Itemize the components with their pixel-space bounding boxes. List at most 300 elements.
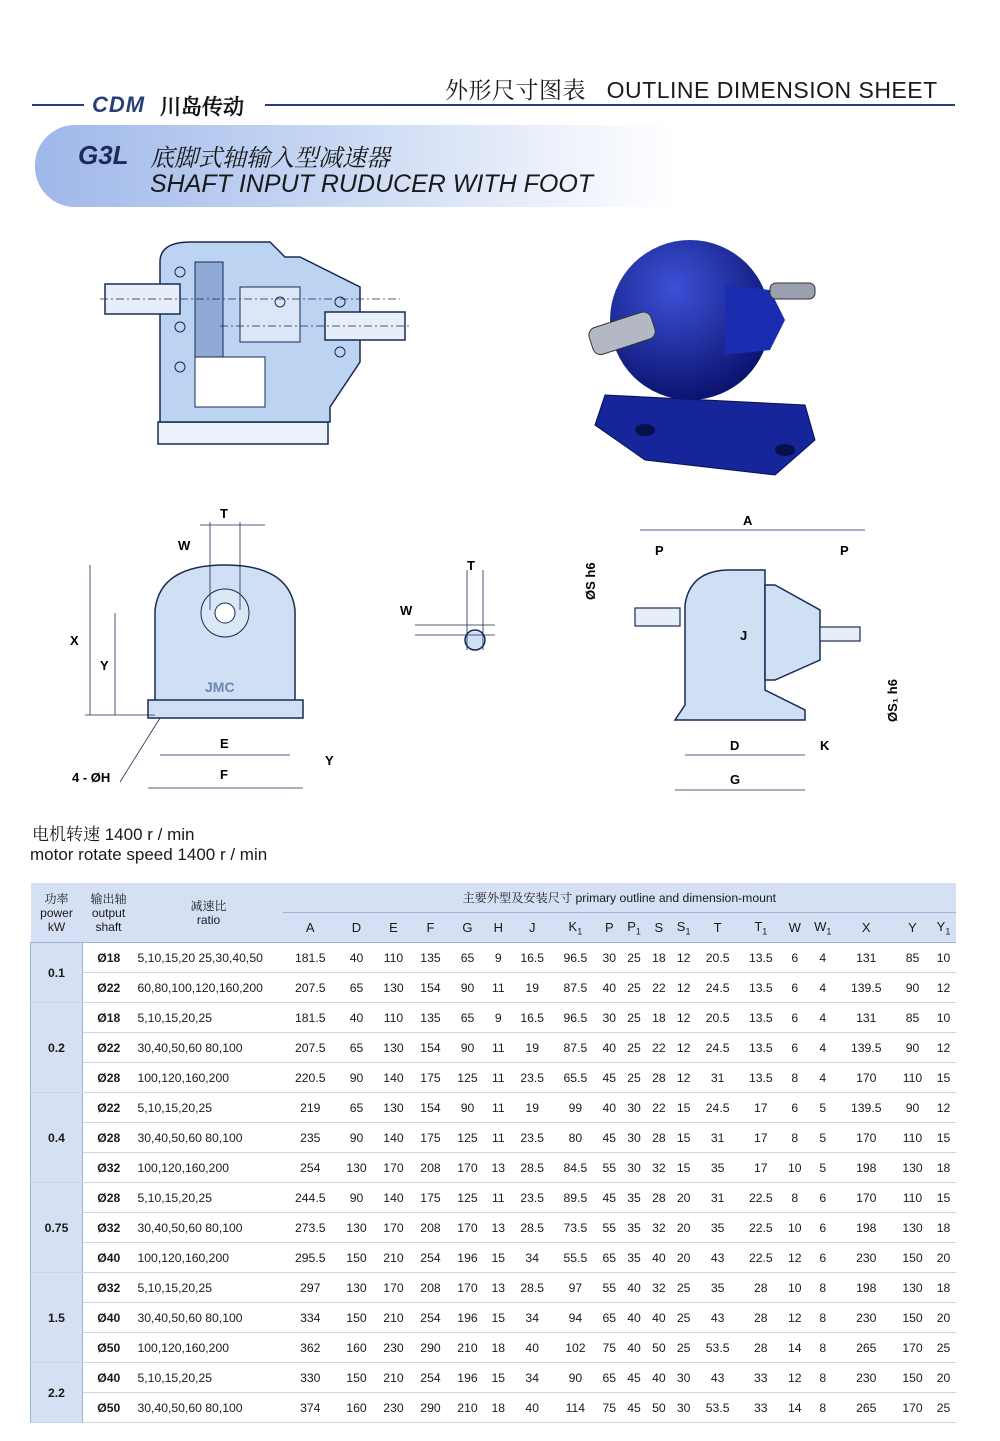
product-name-en: SHAFT INPUT RUDUCER WITH FOOT (150, 170, 594, 198)
dimension-cell: 254 (283, 1153, 338, 1183)
label-Y: Y (100, 658, 109, 673)
dimension-cell: 102 (554, 1333, 597, 1363)
dimension-cell: 230 (839, 1303, 894, 1333)
dimension-cell: 35 (696, 1153, 739, 1183)
dimension-cell: 5 (807, 1153, 838, 1183)
dimension-cell: 170 (449, 1273, 486, 1303)
dimension-cell: 139.5 (839, 1033, 894, 1063)
col-header-subscript: 1 (577, 926, 583, 937)
dimension-cell: 219 (283, 1093, 338, 1123)
shaft-cell: Ø32 (83, 1153, 135, 1183)
dimension-cell: 11 (486, 1063, 511, 1093)
dimension-cell: 25 (622, 1003, 647, 1033)
col-header-subscript: 1 (826, 926, 832, 937)
col-header-letter: G (462, 920, 473, 935)
col-header (894, 913, 931, 943)
label-F: F (220, 767, 228, 782)
dimension-cell: 43 (696, 1303, 739, 1333)
power-cell: 0.75 (31, 1183, 83, 1273)
dimension-cell: 25 (622, 1063, 647, 1093)
dimension-cell: 15 (931, 1123, 956, 1153)
brand-name-cn: 川岛传动 (160, 96, 244, 119)
col-header-letter: K (568, 918, 578, 934)
brand-rule-right (265, 104, 955, 106)
dimension-cell: 90 (338, 1063, 375, 1093)
dimension-cell: 110 (894, 1183, 931, 1213)
dimension-cell: 196 (449, 1363, 486, 1393)
dimension-cell: 40 (647, 1363, 672, 1393)
col-power-label-3: kW (47, 919, 66, 934)
dimension-cell: 4 (807, 1033, 838, 1063)
dimension-cell: 40 (622, 1273, 647, 1303)
ratio-cell: 30,40,50,60 80,100 (135, 1123, 283, 1153)
dimension-cell: 43 (696, 1363, 739, 1393)
dimension-cell: 13.5 (739, 1003, 782, 1033)
dimension-cell: 40 (511, 1393, 554, 1423)
ratio-cell: 30,40,50,60 80,100 (135, 1393, 283, 1423)
col-header (696, 913, 739, 943)
col-header (597, 913, 622, 943)
dimension-cell: 28.5 (511, 1153, 554, 1183)
dimension-cell: 175 (412, 1183, 449, 1213)
dimension-cell: 84.5 (554, 1153, 597, 1183)
dimension-cell: 15 (671, 1093, 696, 1123)
dimension-cell: 20 (931, 1363, 956, 1393)
dimension-cell: 170 (375, 1213, 412, 1243)
dimension-cell: 140 (375, 1123, 412, 1153)
dimension-cell: 154 (412, 1093, 449, 1123)
dimension-cell: 8 (807, 1363, 838, 1393)
dimension-cell: 230 (839, 1243, 894, 1273)
main-dimensions-header: 主要外型及安装尺寸 primary outline and dimension-mount (283, 883, 957, 913)
dimension-cell: 15 (671, 1153, 696, 1183)
dimension-cell: 55 (597, 1273, 622, 1303)
dimension-cell: 28 (739, 1273, 782, 1303)
cross-section-drawing (100, 232, 410, 447)
col-header-letter: W (814, 918, 827, 934)
col-header (931, 913, 956, 943)
product-name-cn: 底脚式轴输入型减速器 (150, 145, 390, 172)
dimension-cell: 15 (486, 1243, 511, 1273)
dimension-cell: 90 (894, 1093, 931, 1123)
dimension-cell: 130 (375, 1033, 412, 1063)
dimension-cell: 297 (283, 1273, 338, 1303)
dimension-cell: 18 (931, 1213, 956, 1243)
dimension-cell: 12 (671, 943, 696, 973)
shaft-cell: Ø22 (83, 1093, 135, 1123)
dimension-cell: 30 (597, 943, 622, 973)
col-power-label-2: power (40, 905, 73, 920)
dimension-cell: 12 (782, 1243, 807, 1273)
dimension-cell: 22.5 (739, 1243, 782, 1273)
dimension-cell: 10 (782, 1273, 807, 1303)
dimension-cell: 33 (739, 1363, 782, 1393)
key-detail-drawing (395, 555, 525, 665)
dimension-cell: 230 (375, 1333, 412, 1363)
table-row (31, 1153, 957, 1183)
dimension-cell: 19 (511, 1093, 554, 1123)
dimension-cell: 30 (622, 1123, 647, 1153)
dimension-cell: 175 (412, 1123, 449, 1153)
dimension-cell: 20.5 (696, 1003, 739, 1033)
dimension-cell: 12 (931, 1093, 956, 1123)
dimension-cell: 374 (283, 1393, 338, 1423)
dimension-cell: 130 (375, 1093, 412, 1123)
dimension-cell: 130 (894, 1153, 931, 1183)
dimension-cell: 40 (622, 1303, 647, 1333)
dimension-table-head (31, 883, 957, 943)
dimension-cell: 9 (486, 943, 511, 973)
dimension-cell: 170 (894, 1393, 931, 1423)
dimension-cell: 254 (412, 1243, 449, 1273)
dimension-cell: 160 (338, 1333, 375, 1363)
dimension-cell: 40 (622, 1333, 647, 1363)
dimension-cell: 110 (375, 943, 412, 973)
label-S: ØS h6 (583, 562, 598, 600)
dimension-cell: 8 (807, 1333, 838, 1363)
dimension-cell: 90 (894, 973, 931, 1003)
col-header-letter: F (426, 920, 435, 935)
shaft-cell: Ø40 (83, 1303, 135, 1333)
brand-logo: CDM (92, 92, 146, 117)
dimension-cell: 43 (696, 1243, 739, 1273)
dimension-cell: 130 (338, 1153, 375, 1183)
dimension-cell: 12 (782, 1363, 807, 1393)
dimension-cell: 254 (412, 1363, 449, 1393)
dimension-cell: 170 (449, 1153, 486, 1183)
dimension-cell: 90 (894, 1033, 931, 1063)
col-header-subscript: 1 (635, 926, 641, 937)
dimension-table-body (31, 943, 957, 1423)
dimension-cell: 20 (671, 1213, 696, 1243)
label-T: T (220, 506, 228, 521)
dimension-cell: 170 (449, 1213, 486, 1243)
dimension-cell: 16.5 (511, 1003, 554, 1033)
table-row (31, 1123, 957, 1153)
dimension-cell: 90 (554, 1363, 597, 1393)
dimension-cell: 150 (338, 1363, 375, 1393)
shaft-cell: Ø32 (83, 1213, 135, 1243)
power-cell: 0.4 (31, 1093, 83, 1183)
dimension-cell: 8 (782, 1123, 807, 1153)
dimension-cell: 35 (696, 1213, 739, 1243)
dimension-cell: 53.5 (696, 1393, 739, 1423)
col-header (412, 913, 449, 943)
dimension-cell: 8 (807, 1303, 838, 1333)
dimension-cell: 15 (931, 1183, 956, 1213)
dimension-cell: 10 (782, 1213, 807, 1243)
dimension-cell: 20 (931, 1243, 956, 1273)
power-cell: 2.2 (31, 1363, 83, 1423)
dimension-cell: 150 (894, 1303, 931, 1333)
dimension-cell: 30 (622, 1153, 647, 1183)
col-header (449, 913, 486, 943)
dimension-cell: 85 (894, 1003, 931, 1033)
dimension-cell: 90 (449, 973, 486, 1003)
col-header-letter: Y (936, 918, 946, 934)
ratio-cell: 30,40,50,60 80,100 (135, 1213, 283, 1243)
dimension-cell: 23.5 (511, 1123, 554, 1153)
dimension-cell: 34 (511, 1303, 554, 1333)
col-header-letter: T (754, 918, 763, 934)
dimension-cell: 12 (782, 1303, 807, 1333)
col-header-subscript: 1 (685, 926, 691, 937)
dimension-cell: 90 (449, 1093, 486, 1123)
table-row (31, 1003, 957, 1033)
dimension-cell: 6 (807, 1213, 838, 1243)
dimension-cell: 15 (931, 1063, 956, 1093)
dimension-cell: 33 (739, 1393, 782, 1423)
dimension-cell: 94 (554, 1303, 597, 1333)
table-row (31, 943, 957, 973)
col-shaft-label-2: output (91, 905, 126, 920)
dimension-cell: 13 (486, 1273, 511, 1303)
dimension-cell: 13.5 (739, 1033, 782, 1063)
table-row (31, 1063, 957, 1093)
dimension-cell: 160 (338, 1393, 375, 1423)
label-X: X (70, 633, 79, 648)
dimension-cell: 65 (338, 1093, 375, 1123)
dimension-cell: 16.5 (511, 943, 554, 973)
dimension-cell: 65 (597, 1303, 622, 1333)
dimension-cell: 45 (597, 1123, 622, 1153)
dimension-cell: 22.5 (739, 1183, 782, 1213)
dimension-cell: 73.5 (554, 1213, 597, 1243)
table-row (31, 1393, 957, 1423)
ratio-cell: 5,10,15,20 25,30,40,50 (135, 943, 283, 973)
col-header-letter: P (627, 918, 636, 934)
label-K1: K (820, 738, 830, 753)
dimension-cell: 17 (739, 1093, 782, 1123)
dimension-cell: 20.5 (696, 943, 739, 973)
col-header-letter: Y (908, 920, 917, 935)
dimension-cell: 210 (449, 1393, 486, 1423)
motor-speed-cn: 电机转速 1400 r / min (32, 825, 195, 844)
dimension-cell: 18 (647, 943, 672, 973)
dimension-cell: 11 (486, 1123, 511, 1153)
dimension-cell: 6 (782, 1033, 807, 1063)
dimension-cell: 198 (839, 1213, 894, 1243)
dimension-cell: 55.5 (554, 1243, 597, 1273)
dimension-cell: 35 (622, 1183, 647, 1213)
dimension-cell: 50 (647, 1333, 672, 1363)
dimension-cell: 18 (647, 1003, 672, 1033)
dimension-cell: 14 (782, 1393, 807, 1423)
dimension-cell: 80 (554, 1123, 597, 1153)
dimension-cell: 65 (338, 973, 375, 1003)
dimension-cell: 28 (739, 1333, 782, 1363)
dimension-cell: 85 (894, 943, 931, 973)
dimension-cell: 40 (597, 1033, 622, 1063)
col-header-letter: D (351, 920, 362, 935)
dimension-cell: 130 (894, 1273, 931, 1303)
col-shaft-label-1: 输出轴 (90, 891, 127, 906)
dimension-cell: 139.5 (839, 973, 894, 1003)
dimension-cell: 32 (647, 1213, 672, 1243)
dimension-cell: 170 (839, 1123, 894, 1153)
col-header (554, 913, 597, 943)
dimension-cell: 10 (931, 1003, 956, 1033)
dimension-cell: 90 (338, 1183, 375, 1213)
dimension-cell: 65 (597, 1243, 622, 1273)
dimension-cell: 6 (782, 943, 807, 973)
dimension-cell: 254 (412, 1303, 449, 1333)
dimension-cell: 12 (671, 1003, 696, 1033)
dimension-cell: 139.5 (839, 1093, 894, 1123)
front-view-mark: JMC (205, 679, 235, 695)
table-row (31, 1093, 957, 1123)
label-E: E (220, 736, 229, 751)
dimension-cell: 45 (597, 1063, 622, 1093)
dimension-cell: 12 (671, 973, 696, 1003)
col-header-letter: W (788, 920, 801, 935)
dimension-cell: 8 (782, 1063, 807, 1093)
col-header (486, 913, 511, 943)
dimension-cell: 170 (894, 1333, 931, 1363)
col-header-letter: H (493, 920, 503, 935)
dimension-cell: 295.5 (283, 1243, 338, 1273)
ratio-cell: 100,120,160,200 (135, 1153, 283, 1183)
model-code: G3L (78, 140, 129, 170)
dimension-cell: 30 (622, 1093, 647, 1123)
dimension-cell: 110 (894, 1123, 931, 1153)
table-row (31, 1363, 957, 1393)
dimension-cell: 32 (647, 1273, 672, 1303)
dimension-cell: 18 (486, 1333, 511, 1363)
col-power-header (31, 883, 83, 943)
dimension-cell: 130 (338, 1213, 375, 1243)
dimension-cell: 99 (554, 1093, 597, 1123)
dimension-cell: 210 (375, 1243, 412, 1273)
dimension-cell: 13.5 (739, 1063, 782, 1093)
dimension-cell: 210 (449, 1333, 486, 1363)
dimension-cell: 12 (671, 1033, 696, 1063)
dimension-cell: 131 (839, 1003, 894, 1033)
dimension-cell: 196 (449, 1303, 486, 1333)
dimension-cell: 18 (931, 1273, 956, 1303)
dimension-cell: 290 (412, 1333, 449, 1363)
col-header (375, 913, 412, 943)
dimension-cell: 20 (671, 1183, 696, 1213)
col-header (622, 913, 647, 943)
brand-rule-left (32, 104, 84, 106)
dimension-cell: 22.5 (739, 1213, 782, 1243)
shaft-cell: Ø28 (83, 1123, 135, 1153)
label-holes: 4 - ØH (72, 770, 111, 785)
dimension-cell: 25 (622, 973, 647, 1003)
dimension-cell: 28.5 (511, 1213, 554, 1243)
dimension-cell: 198 (839, 1153, 894, 1183)
dimension-cell: 230 (375, 1393, 412, 1423)
dimension-cell: 130 (894, 1213, 931, 1243)
ratio-cell: 60,80,100,120,160,200 (135, 973, 283, 1003)
dimension-cell: 30 (597, 1003, 622, 1033)
dimension-cell: 265 (839, 1393, 894, 1423)
dimension-cell: 65 (449, 1003, 486, 1033)
dimension-cell: 25 (671, 1333, 696, 1363)
col-ratio-label-2: ratio (196, 912, 221, 927)
dimension-cell: 96.5 (554, 1003, 597, 1033)
table-row (31, 1183, 957, 1213)
dimension-cell: 25 (671, 1303, 696, 1333)
dimension-cell: 24.5 (696, 973, 739, 1003)
dimension-cell: 170 (839, 1063, 894, 1093)
dimension-cell: 22 (647, 973, 672, 1003)
dimension-cell: 334 (283, 1303, 338, 1333)
dimension-cell: 30 (671, 1363, 696, 1393)
label-W: W (178, 538, 191, 553)
dimension-cell: 28 (647, 1183, 672, 1213)
dimension-cell: 130 (375, 973, 412, 1003)
dimension-cell: 25 (931, 1333, 956, 1363)
dimension-cell: 14 (782, 1333, 807, 1363)
dimension-cell: 35 (622, 1213, 647, 1243)
dimension-cell: 207.5 (283, 1033, 338, 1063)
dimension-cell: 140 (375, 1183, 412, 1213)
shaft-cell: Ø50 (83, 1333, 135, 1363)
table-row (31, 973, 957, 1003)
dimension-cell: 55 (597, 1153, 622, 1183)
dimension-cell: 140 (375, 1063, 412, 1093)
ratio-cell: 5,10,15,20,25 (135, 1363, 283, 1393)
col-header-letter: T (713, 920, 722, 935)
dimension-cell: 18 (486, 1393, 511, 1423)
dimension-cell: 154 (412, 1033, 449, 1063)
dimension-cell: 31 (696, 1063, 739, 1093)
dimension-cell: 150 (894, 1363, 931, 1393)
col-header (671, 913, 696, 943)
dimension-cell: 87.5 (554, 973, 597, 1003)
dimension-cell: 18 (931, 1153, 956, 1183)
dimension-cell: 65 (597, 1363, 622, 1393)
dimension-cell: 198 (839, 1273, 894, 1303)
dimension-cell: 53.5 (696, 1333, 739, 1363)
dimension-cell: 230 (839, 1363, 894, 1393)
dimension-cell: 13 (486, 1153, 511, 1183)
dimension-cell: 125 (449, 1063, 486, 1093)
power-cell: 0.1 (31, 943, 83, 1003)
dimension-cell: 170 (375, 1153, 412, 1183)
label-P: P (655, 543, 664, 558)
col-header (283, 913, 338, 943)
dimension-cell: 220.5 (283, 1063, 338, 1093)
dimension-cell: 87.5 (554, 1033, 597, 1063)
dimension-cell: 89.5 (554, 1183, 597, 1213)
col-header-subscript: 1 (762, 926, 768, 937)
col-header (782, 913, 807, 943)
ratio-cell: 100,120,160,200 (135, 1243, 283, 1273)
dimension-cell: 11 (486, 1033, 511, 1063)
dimension-cell: 362 (283, 1333, 338, 1363)
power-cell: 1.5 (31, 1273, 83, 1363)
ratio-cell: 30,40,50,60 80,100 (135, 1033, 283, 1063)
dimension-cell: 207.5 (283, 973, 338, 1003)
shaft-cell: Ø18 (83, 1003, 135, 1033)
dimension-cell: 4 (807, 973, 838, 1003)
dimension-cell: 28 (647, 1063, 672, 1093)
col-header (807, 913, 838, 943)
dimension-cell: 330 (283, 1363, 338, 1393)
table-row (31, 1033, 957, 1063)
dimension-cell: 34 (511, 1363, 554, 1393)
dimension-cell: 35 (696, 1273, 739, 1303)
dimension-cell: 15 (486, 1303, 511, 1333)
col-header-letter: E (389, 920, 398, 935)
dimension-cell: 13.5 (739, 943, 782, 973)
dimension-cell: 30 (671, 1393, 696, 1423)
dimension-cell: 31 (696, 1123, 739, 1153)
dimension-cell: 8 (807, 1393, 838, 1423)
